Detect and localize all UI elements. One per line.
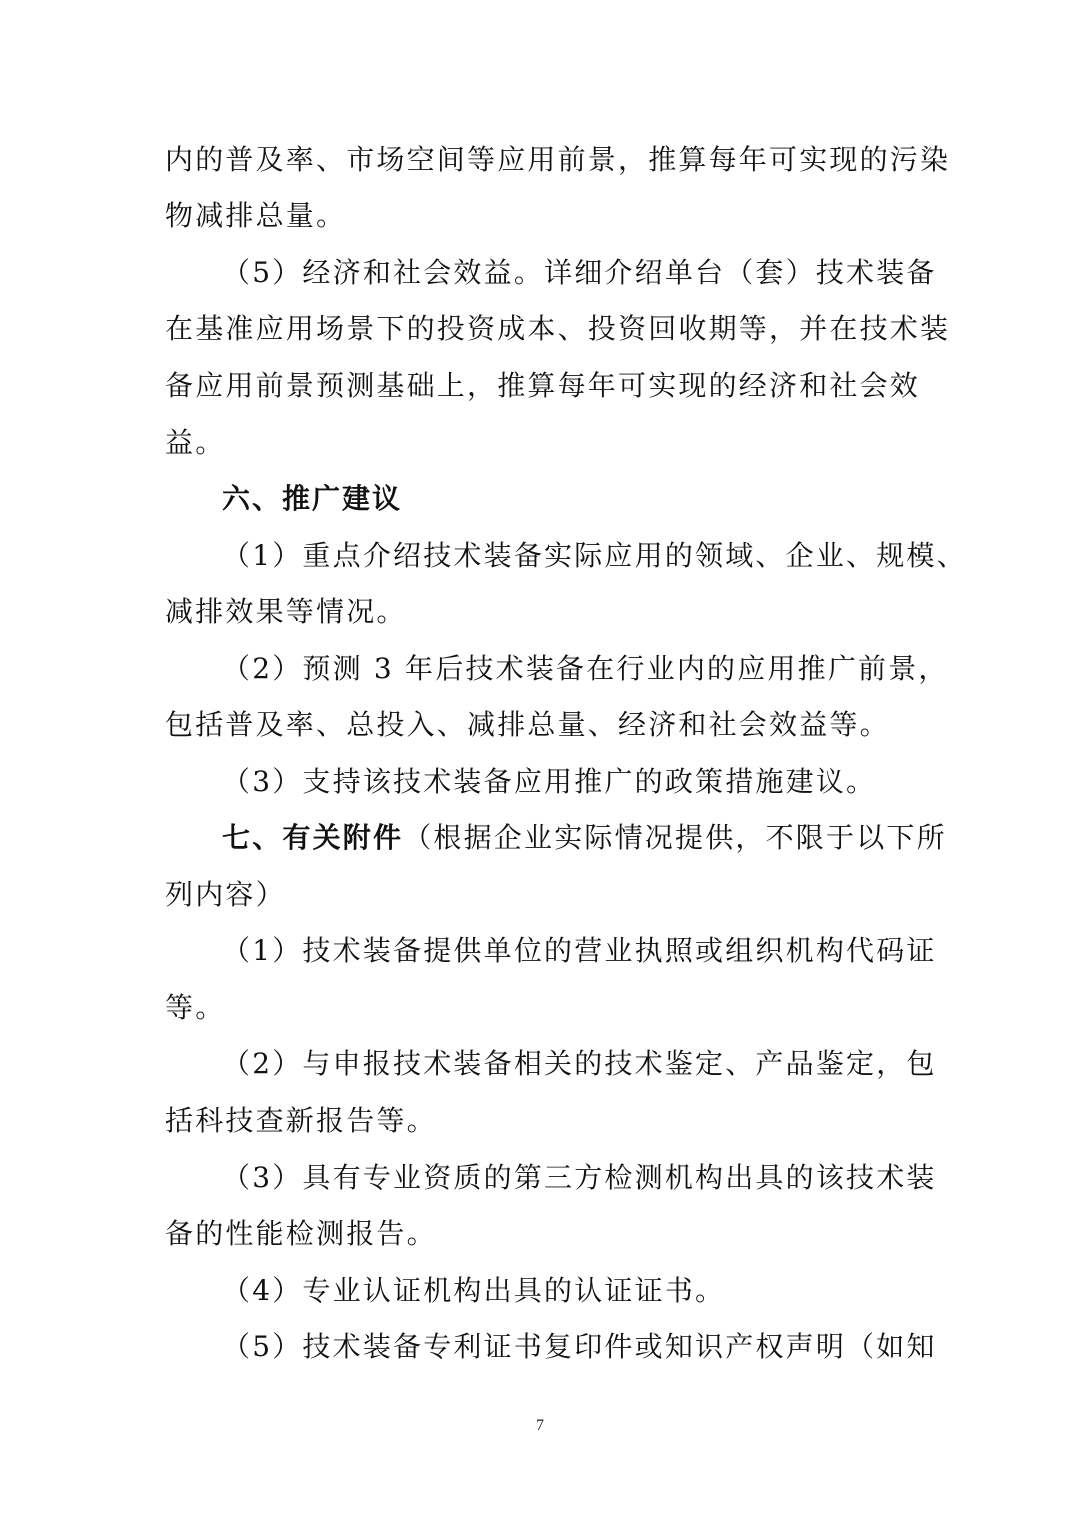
paragraph-line: 在基准应用场景下的投资成本、投资回收期等，并在技术装 xyxy=(165,312,951,345)
paragraph-line: 物减排总量。 xyxy=(165,199,347,232)
paragraph-line: （1）重点介绍技术装备实际应用的领域、企业、规模、 xyxy=(222,539,967,572)
paragraph-line: （2）与申报技术装备相关的技术鉴定、产品鉴定，包 xyxy=(222,1047,937,1080)
section-heading-promotion: 六、推广建议 xyxy=(222,482,403,515)
paragraph-line: （4）专业认证机构出具的认证证书。 xyxy=(222,1274,726,1307)
page-number: 7 xyxy=(536,1417,544,1434)
paragraph-line: 备应用前景预测基础上，推算每年可实现的经济和社会效 xyxy=(165,369,921,402)
paragraph-line: 包括普及率、总投入、减排总量、经济和社会效益等。 xyxy=(165,708,890,741)
paragraph-line: 内的普及率、市场空间等应用前景，推算每年可实现的污染 xyxy=(165,143,951,176)
attachments-note: （根据企业实际情况提供，不限于以下所 xyxy=(403,821,947,854)
paragraph-line: （5）技术装备专利证书复印件或知识产权声明（如知 xyxy=(222,1330,937,1363)
section-heading-attachments-line xyxy=(222,818,947,858)
paragraph-line: 减排效果等情况。 xyxy=(165,595,407,628)
paragraph-line: 列内容） xyxy=(165,878,286,911)
paragraph-line: 括科技查新报告等。 xyxy=(165,1104,437,1137)
paragraph-line: （3）支持该技术装备应用推广的政策措施建议。 xyxy=(222,765,877,798)
paragraph-line: 益。 xyxy=(165,426,226,459)
paragraph-line: （5）经济和社会效益。详细介绍单台（套）技术装备 xyxy=(222,256,937,289)
paragraph-line: （2）预测 3 年后技术装备在行业内的应用推广前景， xyxy=(222,652,949,685)
paragraph-line: （1）技术装备提供单位的营业执照或组织机构代码证 xyxy=(222,934,937,967)
section-heading-attachments: 七、有关附件 xyxy=(222,821,404,854)
paragraph-line: 备的性能检测报告。 xyxy=(165,1217,437,1250)
paragraph-line: 等。 xyxy=(165,991,226,1024)
paragraph-line: （3）具有专业资质的第三方检测机构出具的该技术装 xyxy=(222,1161,937,1194)
